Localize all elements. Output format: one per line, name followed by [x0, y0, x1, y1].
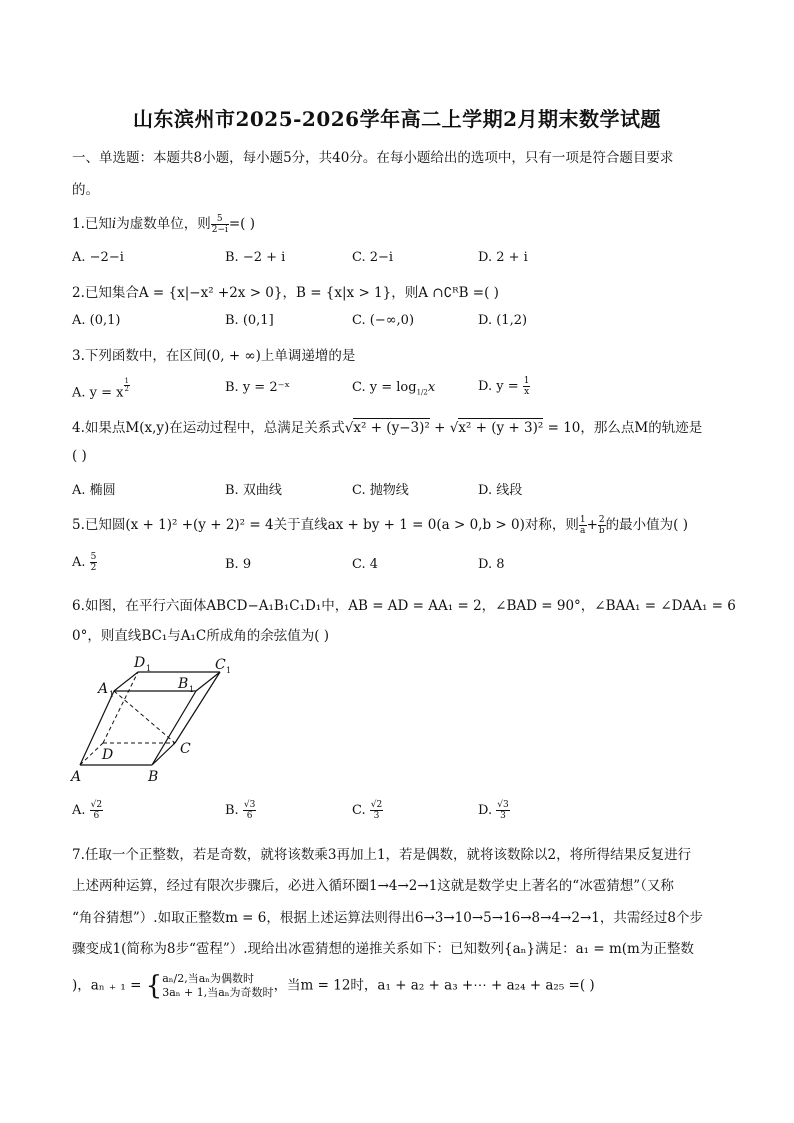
q4-option-b[interactable]: B. 双曲线	[225, 483, 282, 498]
q6-a-num: √2	[90, 800, 103, 810]
q1-fraction	[211, 214, 229, 235]
q4-sqrt1: x² + (y−3)²	[353, 420, 430, 436]
question-7-line1: 7.任取一个正整数，若是奇数，就将该数乘3再加上1，若是偶数，就将该数除以2，将所得结果反复进行	[72, 847, 692, 863]
q3-d-den: x	[524, 387, 530, 397]
q3-opt-a-exponent	[124, 378, 130, 393]
q5-option-a[interactable]	[72, 552, 97, 573]
q3-opt-c-tail: x	[427, 380, 436, 395]
q6-opt-b-prefix: B.	[225, 803, 239, 818]
question-7-line4: 骤变成1(简称为8步“雹程”）.现给出冰雹猜想的递推关系如下：已知数列{aₙ}满足：a₁ = m(m为正整数	[72, 941, 694, 957]
question-7-line5	[72, 971, 595, 1001]
q5-frac-2	[598, 515, 606, 536]
q1-option-a[interactable]: A. −2−i	[72, 250, 124, 265]
label-D1-sub: 1	[146, 664, 152, 673]
q6-a-den: 6	[93, 811, 100, 821]
q3-option-b[interactable]: B. y = 2⁻ˣ	[225, 380, 290, 395]
question-3-stem: 3.下列函数中，在区间(0, + ∞)上单调递增的是	[72, 348, 356, 364]
edge-A1D1	[114, 672, 138, 691]
q3-opt-d-text: D. y =	[478, 379, 523, 394]
question-7-line2: 上述两种运算，经过有限次步骤后，必进入循环圈1→4→2→1这就是数学史上著名的“冰雹猜想”（又称	[72, 878, 674, 894]
q6-b-num: √3	[243, 800, 256, 810]
q7-case-odd: 3aₙ + 1,当aₙ为奇数时	[162, 986, 274, 999]
q1-option-d[interactable]: D. 2 + i	[478, 250, 528, 265]
q3-opt-c-base: 1/2	[416, 388, 428, 397]
label-C: C	[180, 741, 191, 757]
q6-option-d[interactable]	[478, 800, 510, 821]
q4-stem-a: 4.如果点M(x,y)在运动过程中，总满足关系式	[72, 420, 345, 436]
q5-opt-a-prefix: A.	[72, 555, 86, 570]
question-7-line3: “角谷猜想”）.如取正整数m = 6，根据上述运算法则得出6→3→10→5→16→8→4→2→1，共需经过8个步	[72, 910, 703, 926]
q5-f2-num: 2	[598, 515, 605, 525]
label-D: D	[102, 747, 114, 763]
q2-option-a[interactable]: A. (0,1)	[72, 313, 121, 328]
q1-option-b[interactable]: B. −2 + i	[225, 250, 286, 265]
q6-opt-c-fraction	[370, 800, 383, 821]
q1-frac-den: 2−i	[211, 225, 228, 235]
q6-d-num: √3	[497, 800, 509, 810]
q3-d-num: 1	[523, 376, 530, 386]
q6-option-b[interactable]	[225, 800, 256, 821]
q4-option-c[interactable]: C. 抛物线	[352, 483, 409, 498]
q3-option-a[interactable]	[72, 378, 130, 400]
q5-option-c[interactable]: C. 4	[352, 557, 379, 572]
q3-option-d[interactable]	[478, 376, 530, 397]
section-heading-cont: 的。	[72, 182, 99, 198]
question-4-stem-cont: ( )	[72, 448, 87, 464]
q5-a-den: 2	[90, 563, 97, 573]
label-A1: A	[98, 681, 109, 697]
q5-option-d[interactable]: D. 8	[478, 557, 505, 572]
label-C1: C	[215, 657, 226, 673]
q7-recurrence-rhs: ，当m = 12时，a₁ + a₂ + a₃ +⋯ + a₂₄ + a₂₅ =( )	[273, 977, 595, 994]
q4-stem-b: = 10，那么点M的轨迹是	[543, 420, 703, 436]
q5-stem-a: 5.已知圆(x + 1)² +(y + 2)² = 4关于直线ax + by + 1 = 0(a > 0,b > 0)对称，则	[72, 517, 579, 533]
question-6-stem-cont: 0°，则直线BC₁与A₁C所成角的余弦值为( )	[72, 628, 330, 644]
q3-exp-den: 2	[124, 385, 129, 393]
q6-opt-a-fraction	[90, 800, 103, 821]
label-B: B	[148, 769, 159, 785]
q3-exp-num: 1	[124, 377, 129, 385]
question-5-stem	[72, 513, 688, 536]
q4-sqrt2: x² + (y + 3)²	[458, 420, 544, 436]
q6-opt-b-fraction	[243, 800, 256, 821]
q1-i-symbol: i	[111, 216, 117, 232]
label-D1: D	[134, 655, 146, 671]
q5-f2-den: b	[598, 526, 605, 536]
q1-stem-b: 为虚数单位，则	[116, 216, 211, 232]
question-4-stem	[72, 416, 702, 436]
q4-option-a[interactable]: A. 椭圆	[72, 483, 116, 498]
q5-a-num: 5	[90, 552, 97, 562]
q7-case-even: aₙ/2,当aₙ为偶数时	[162, 972, 255, 985]
q4-option-d[interactable]: D. 线段	[478, 483, 523, 498]
label-B1-sub: 1	[189, 685, 195, 694]
q7-piecewise	[162, 972, 273, 1000]
q2-option-d[interactable]: D. (1,2)	[478, 313, 528, 328]
q2-option-c[interactable]: C. (−∞,0)	[352, 313, 415, 328]
edge-AD-hidden	[80, 743, 103, 765]
q6-c-num: √2	[370, 800, 383, 810]
q5-stem-b: 的最小值为( )	[605, 517, 688, 533]
q3-opt-a-text: A. y = x	[72, 385, 124, 401]
q4-sqrt1-sign: √	[344, 420, 354, 436]
q6-opt-a-prefix: A.	[72, 803, 86, 818]
question-6-stem: 6.如图，在平行六面体ABCD−A₁B₁C₁D₁中，AB = AD = AA₁ = 2，∠BAD = 90°，∠BAA₁ = ∠DAA₁ = 6	[72, 598, 736, 614]
q4-plus: +	[429, 420, 450, 436]
q1-option-c[interactable]: C. 2−i	[352, 250, 394, 265]
label-A1-sub: 1	[109, 690, 115, 699]
edge-B1C1	[196, 672, 220, 691]
exam-title: 山东滨州市2025-2026学年高二上学期2月期末数学试题	[132, 107, 662, 131]
q6-opt-d-fraction	[496, 800, 509, 821]
parallelepiped-figure	[70, 653, 250, 788]
label-B1: B	[178, 676, 189, 692]
question-1-stem	[72, 212, 255, 235]
q6-d-den: 3	[500, 811, 506, 821]
label-A: A	[71, 769, 82, 785]
q5-f1-den: a	[580, 526, 586, 536]
q5-option-b[interactable]: B. 9	[225, 557, 252, 572]
q5-frac-1	[579, 515, 587, 536]
q1-frac-num: 5	[211, 214, 229, 225]
q5-plus: +	[586, 517, 598, 533]
label-C1-sub: 1	[226, 666, 232, 675]
q6-opt-c-prefix: C.	[352, 803, 366, 818]
q2-option-b[interactable]: B. (0,1]	[225, 313, 274, 328]
section-heading: 一、单选题：本题共8小题，每小题5分，共40分。在每小题给出的选项中，只有一项是符合题目要求	[72, 150, 674, 166]
q5-opt-a-fraction	[90, 552, 98, 573]
q6-c-den: 3	[373, 811, 380, 821]
q1-stem-c: =( )	[228, 216, 256, 232]
q6-option-c[interactable]	[352, 800, 383, 821]
q3-opt-d-fraction	[523, 376, 531, 397]
q4-sqrt2-sign: √	[449, 420, 459, 436]
q5-f1-num: 1	[579, 515, 586, 525]
q7-recurrence-lhs: )，aₙ ₊ ₁ =	[72, 977, 146, 994]
q6-b-den: 6	[246, 811, 253, 821]
q3-opt-c-text: C. y = log	[352, 380, 417, 395]
diagonal-A1C	[114, 691, 175, 743]
q3-option-c[interactable]	[352, 380, 435, 397]
q1-stem-a: 1.已知	[72, 216, 112, 232]
q6-option-a[interactable]	[72, 800, 103, 821]
question-2-stem: 2.已知集合A = {x|−x² +2x > 0}，B = {x|x > 1}，则A ∩∁ᴿB =( )	[72, 285, 499, 301]
q7-brace: {	[145, 971, 163, 1001]
q6-opt-d-prefix: D.	[478, 803, 493, 818]
